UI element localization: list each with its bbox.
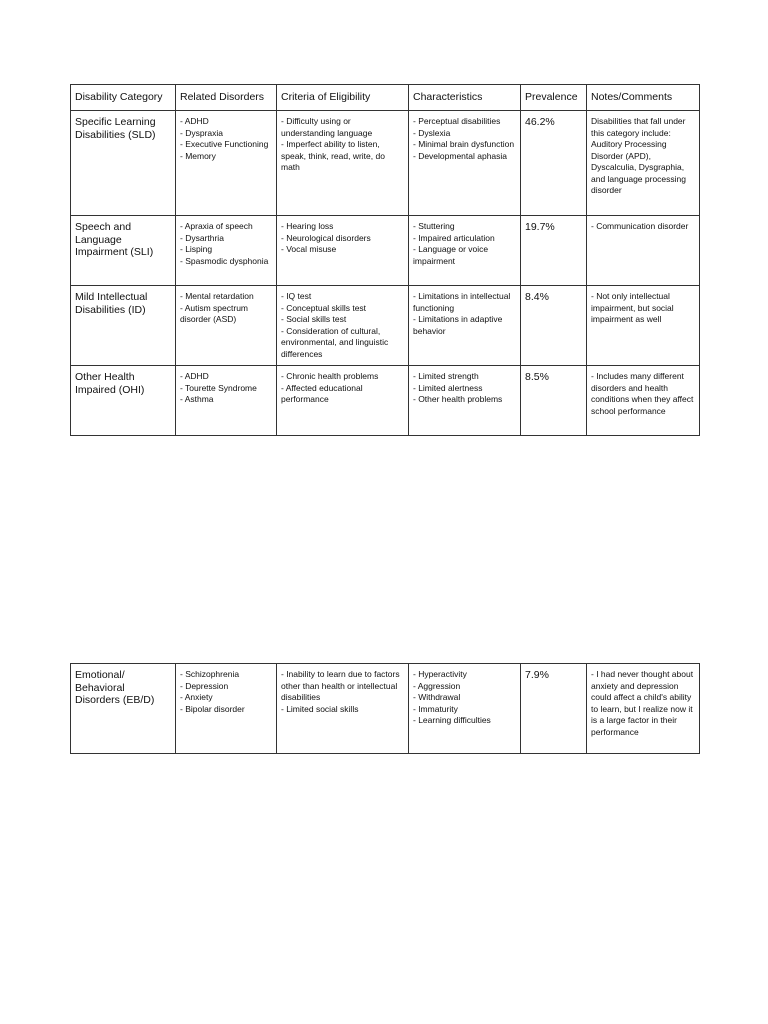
list-item: - Depression [180, 680, 229, 691]
notes-cell: Disabilities that fall under this category include: Auditory Processing Disorder (APD), Dyscalculia, Dysgraphia, and language processing disorder [591, 116, 686, 195]
notes-cell: - I had never thought about anxiety and depression could affect a child's ability to learn, but I realize now it is a large factor in their performance [591, 669, 694, 737]
related-disorders-cell [176, 286, 276, 330]
list-item: - Affected educational performance [281, 382, 363, 404]
list-item: - Neurological disorders [281, 232, 371, 243]
list-item: - Hyperactivity [413, 669, 467, 679]
prevalence-cell: 19.7% [525, 221, 555, 233]
related-disorders-cell [176, 111, 276, 166]
table-row [71, 366, 700, 436]
table-row [71, 664, 700, 754]
criteria-cell [277, 286, 408, 364]
list-item: - Limitations in adaptive behavior [413, 314, 503, 336]
category-cell: Mild Intellectual Disabilities (ID) [75, 291, 148, 316]
header-characteristics: Characteristics [413, 91, 483, 103]
notes-cell: - Includes many different disorders and health conditions when they affect school performance [591, 371, 694, 416]
list-item: - Asthma [180, 394, 214, 404]
list-item: - Dysarthria [180, 232, 224, 243]
list-item: - Other health problems [413, 394, 503, 404]
characteristics-cell [409, 286, 520, 341]
prevalence-cell: 46.2% [525, 116, 555, 128]
list-item: - Limited social skills [281, 703, 359, 714]
characteristics-cell [409, 366, 520, 410]
criteria-cell [277, 216, 408, 260]
list-item: - Limitations in intellectual functioning [413, 291, 511, 313]
list-item: - Imperfect ability to listen, speak, think, read, write, do math [281, 139, 385, 172]
list-item: - Minimal brain dysfunction [413, 139, 515, 149]
table-row [71, 216, 700, 286]
notes-cell: - Communication disorder [591, 221, 689, 231]
list-item: - Vocal misuse [281, 244, 337, 254]
list-item: - Learning difficulties [413, 715, 491, 725]
list-item: - Stuttering [413, 221, 455, 231]
category-cell: Specific Learning Disabilities (SLD) [75, 116, 156, 141]
list-item: - Language or voice impairment [413, 244, 489, 266]
list-item: - Limited strength [413, 371, 479, 381]
list-item: - Dyslexia [413, 127, 451, 138]
table-row [71, 111, 700, 216]
header-notes-comments: Notes/Comments [591, 91, 673, 103]
prevalence-cell: 7.9% [525, 669, 549, 681]
characteristics-cell [409, 111, 520, 166]
list-item: - Consideration of cultural, environmental, and linguistic differences [281, 325, 389, 359]
disability-table [70, 84, 700, 436]
criteria-cell [277, 111, 408, 178]
list-item: - Immaturity [413, 703, 458, 714]
category-cell: Other Health Impaired (OHI) [75, 371, 145, 396]
list-item: - Schizophrenia [180, 669, 240, 679]
list-item: - Lisping [180, 244, 213, 254]
table-row [71, 286, 700, 366]
list-item: - Hearing loss [281, 221, 334, 231]
list-item: - Spasmodic dysphonia [180, 255, 269, 266]
list-item: - Autism spectrum disorder (ASD) [180, 302, 249, 324]
list-item: - Developmental aphasia [413, 150, 508, 161]
list-item: - Impaired articulation [413, 232, 495, 243]
list-item: - Executive Functioning [180, 139, 269, 149]
list-item: - Perceptual disabilities [413, 116, 501, 126]
header-disability-category: Disability Category [75, 91, 163, 103]
category-cell: Speech and Language Impairment (SLI) [75, 221, 154, 258]
criteria-cell [277, 366, 408, 410]
characteristics-cell [409, 216, 520, 271]
list-item: - ADHD [180, 116, 209, 126]
header-prevalence: Prevalence [525, 91, 578, 103]
list-item: - Memory [180, 150, 216, 161]
disability-table-continued [70, 663, 700, 754]
category-cell: Emotional/ Behavioral Disorders (EB/D) [75, 669, 155, 706]
list-item: - Mental retardation [180, 291, 254, 301]
list-item: - Aggression [413, 680, 461, 691]
header-related-disorders: Related Disorders [180, 91, 265, 103]
related-disorders-cell [176, 664, 276, 719]
list-item: - Withdrawal [413, 692, 461, 702]
list-item: - Limited alertness [413, 382, 483, 393]
list-item: - ADHD [180, 371, 209, 381]
criteria-cell [277, 664, 408, 719]
list-item: - IQ test [281, 291, 312, 301]
prevalence-cell: 8.4% [525, 291, 549, 303]
list-item: - Difficulty using or understanding language [281, 116, 373, 138]
notes-cell: - Not only intellectual impairment, but social impairment as well [591, 291, 674, 324]
characteristics-cell [409, 664, 520, 731]
list-item: - Tourette Syndrome [180, 382, 257, 393]
list-item: - Social skills test [281, 314, 347, 324]
list-item: - Bipolar disorder [180, 703, 245, 714]
list-item: - Dyspraxia [180, 127, 223, 138]
list-item: - Conceptual skills test [281, 302, 367, 313]
prevalence-cell: 8.5% [525, 371, 549, 383]
related-disorders-cell [176, 216, 276, 271]
related-disorders-cell [176, 366, 276, 410]
header-criteria-of-eligibility: Criteria of Eligibility [281, 91, 371, 103]
list-item: - Chronic health problems [281, 371, 379, 381]
table-header-row [71, 85, 700, 111]
list-item: - Inability to learn due to factors other than health or intellectual disabilities [281, 669, 400, 702]
list-item: - Apraxia of speech [180, 221, 253, 231]
list-item: - Anxiety [180, 692, 213, 702]
